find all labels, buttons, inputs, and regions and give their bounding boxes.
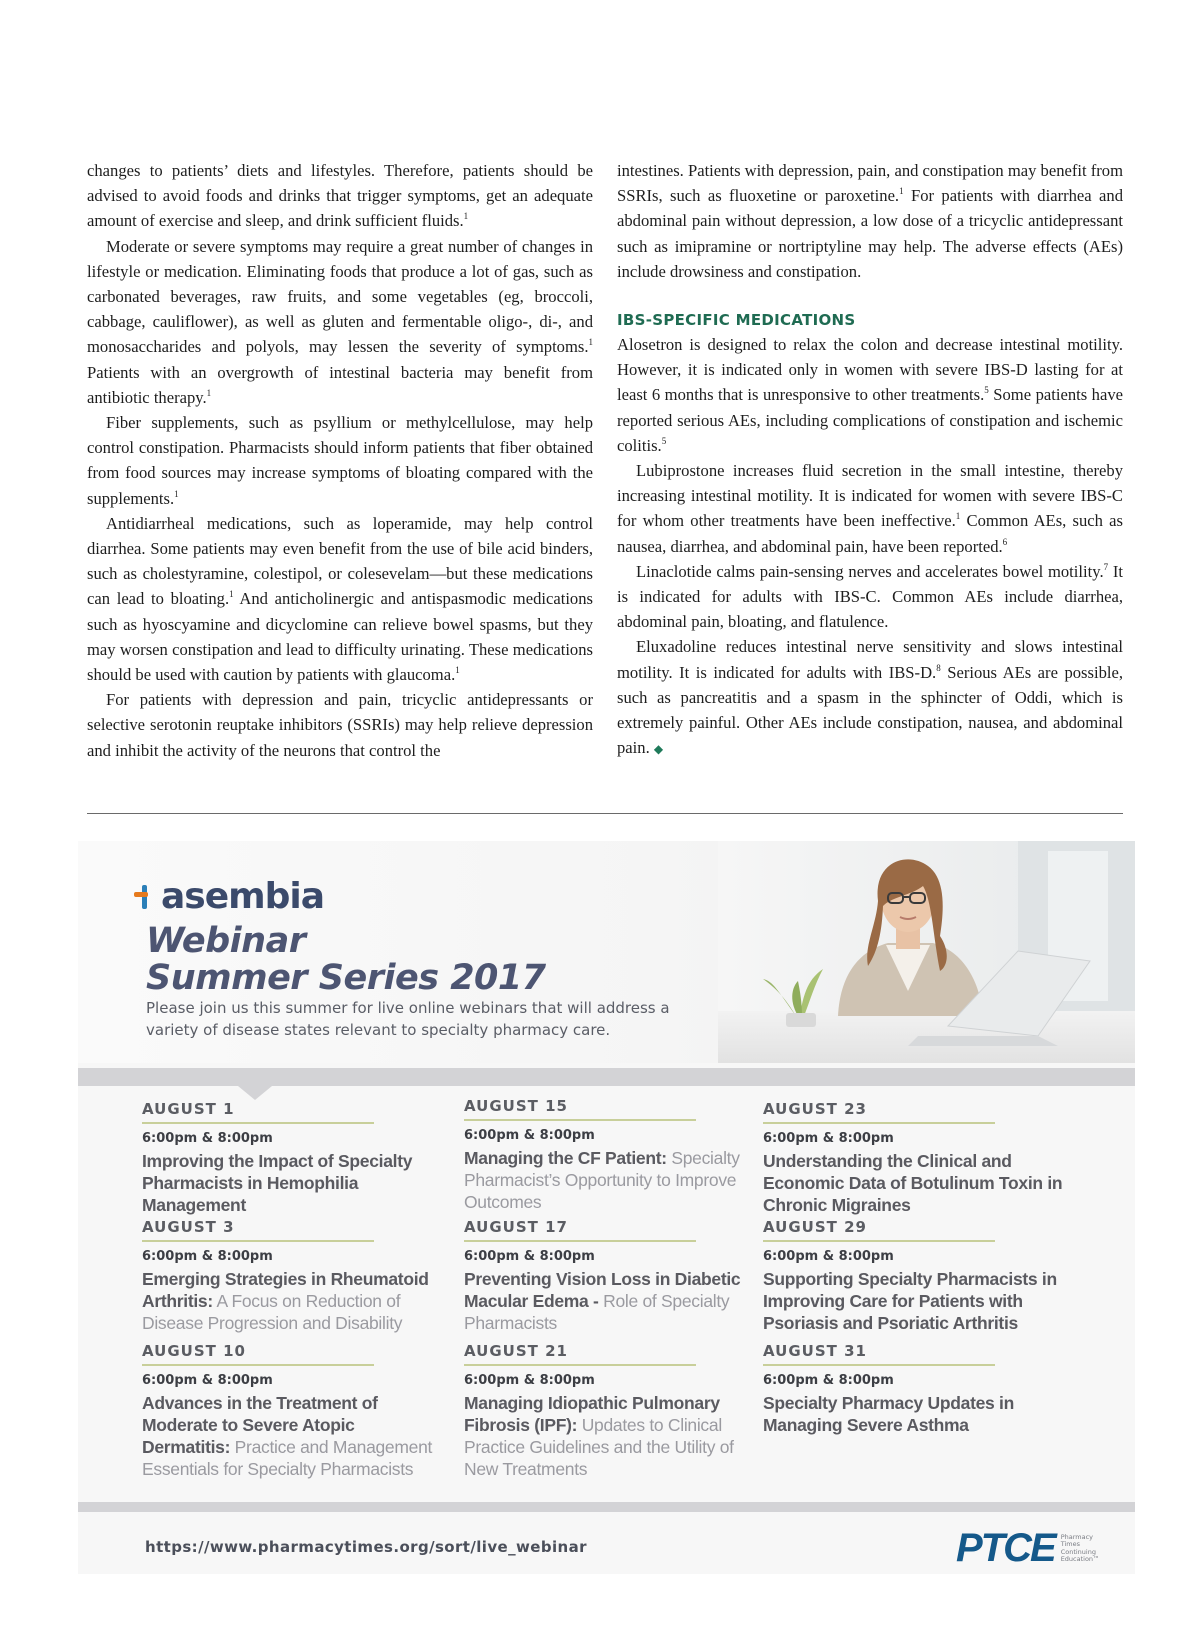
- paragraph: Alosetron is designed to relax the colon and decrease intestinal motility. However, it is indicated only in women with severe IBS-D lasting for at least 6 months that is unresponsive to other treatments.$^5$ Some patients have reported serious AEs, including complications of constipation and ischemic colitis.$^5$: [617, 335, 1123, 455]
- event-item[interactable]: [464, 1096, 764, 1213]
- event-time: 6:00pm & 8:00pm: [763, 1131, 894, 1146]
- event-item[interactable]: [763, 1099, 1063, 1216]
- ad-subtitle: Please join us this summer for live online webinars that will address a variety of disease states relevant to specialty pharmacy care.: [146, 999, 670, 1039]
- event-time: 6:00pm & 8:00pm: [763, 1249, 894, 1264]
- event-title: Improving the Impact of Specialty Pharmacists in Hemophilia Management: [142, 1151, 413, 1215]
- ad-title: Webinar Summer Series 2017: [146, 921, 546, 998]
- band-notch: [238, 1086, 272, 1100]
- webinar-advertisement[interactable]: [78, 841, 1135, 1574]
- event-list: [78, 1099, 1135, 1499]
- date-rule: [142, 1240, 374, 1242]
- event-time: 6:00pm & 8:00pm: [142, 1373, 273, 1388]
- event-date: AUGUST 31: [763, 1342, 867, 1360]
- event-title: Specialty Pharmacy Updates in Managing Severe Asthma: [763, 1393, 1014, 1435]
- event-title: Advances in the Treatment of Moderate to Severe Atopic Dermatitis: Practice and Management Essentials for Specialty Pharmacists: [142, 1393, 433, 1479]
- event-time: 6:00pm & 8:00pm: [464, 1373, 595, 1388]
- event-item[interactable]: [763, 1341, 1063, 1436]
- paragraph: intestines. Patients with depression, pain, and constipation may benefit from SSRIs, such as fluoxetine or paroxetine.$^1$ For patients with diarrhea and abdominal pain without depression, a low dose of a tricyclic antidepressant such as imipramine or nortriptyline may help. The adverse effects (AEs) include drowsiness and constipation.: [617, 161, 1124, 281]
- event-time: 6:00pm & 8:00pm: [464, 1249, 595, 1264]
- ptce-logo: PTCE Pharmacy Times Continuing Education™: [956, 1526, 1111, 1571]
- event-time: 6:00pm & 8:00pm: [464, 1128, 595, 1143]
- event-time: 6:00pm & 8:00pm: [763, 1373, 894, 1388]
- section-heading: IBS-SPECIFIC MEDICATIONS: [617, 311, 856, 330]
- article-column-right: [617, 158, 1123, 794]
- event-date: AUGUST 17: [464, 1218, 568, 1236]
- event-item[interactable]: [142, 1099, 442, 1216]
- event-item[interactable]: [464, 1341, 764, 1480]
- event-date: AUGUST 15: [464, 1097, 568, 1115]
- event-date: AUGUST 1: [142, 1100, 235, 1118]
- ad-band: [78, 1068, 1135, 1086]
- event-date: AUGUST 3: [142, 1218, 235, 1236]
- paragraph: Fiber supplements, such as psyllium or methylcellulose, may help control constipation. Pharmacists should inform patients that fiber obtained from food sources may increase symptoms of bloating compared with the supplements.$^1$: [87, 413, 593, 508]
- ad-hero: [78, 841, 1135, 1063]
- event-time: 6:00pm & 8:00pm: [142, 1131, 273, 1146]
- asembia-cross-icon: [133, 883, 157, 911]
- article-body: [87, 158, 1123, 794]
- event-date: AUGUST 23: [763, 1100, 867, 1118]
- date-rule: [464, 1240, 696, 1242]
- event-date: AUGUST 29: [763, 1218, 867, 1236]
- event-date: AUGUST 21: [464, 1342, 568, 1360]
- event-title: Managing the CF Patient: Specialty Pharmacist’s Opportunity to Improve Outcomes: [464, 1148, 740, 1212]
- paragraph: Linaclotide calms pain-sensing nerves and accelerates bowel motility.$^7$ It is indicated for adults with IBS-C. Common AEs include diarrhea, abdominal pain, bloating, and flatulence.: [617, 561, 1123, 632]
- event-title: Supporting Specialty Pharmacists in Improving Care for Patients with Psoriasis and Psoriatic Arthritis: [763, 1269, 1057, 1333]
- hero-photo: [718, 841, 1135, 1063]
- webinar-link[interactable]: https://www.pharmacytimes.org/sort/live_webinar: [145, 1538, 587, 1556]
- event-time: 6:00pm & 8:00pm: [142, 1249, 273, 1264]
- date-rule: [763, 1122, 995, 1124]
- ad-footer-band: [78, 1502, 1135, 1512]
- event-title: Preventing Vision Loss in Diabetic Macular Edema - Role of Specialty Pharmacists: [464, 1269, 741, 1333]
- paragraph: Antidiarrheal medications, such as loperamide, may help control diarrhea. Some patients may even benefit from the use of bile acid binders, such as cholestyramine, colestipol, or colesevelam—but these medications can lead to bloating.$^1$ And anticholinergic and antispasmodic medications such as hyoscyamine and dicyclomine can relieve bowel spasms, but they may worsen constipation and lead to difficulty urinating. These medications should be used with caution by patients with glaucoma.$^1$: [87, 513, 593, 685]
- paragraph: changes to patients’ diets and lifestyles. Therefore, patients should be advised to avoid foods and drinks that trigger symptoms, get an adequate amount of exercise and sleep, and drink sufficient fluids.$^1$: [87, 161, 593, 231]
- paragraph: Eluxadoline reduces intestinal nerve sensitivity and slows intestinal motility. It is indicated for adults with IBS-D.$^8$ Serious AEs are possible, such as pancreatitis and a spasm in the sphincter of Oddi, which is extremely painful. Other AEs include constipation, nausea, and abdominal pain. ◆: [617, 637, 1123, 758]
- date-rule: [763, 1364, 995, 1366]
- article-column-left: [87, 158, 593, 794]
- divider: [87, 813, 1123, 814]
- event-title: Managing Idiopathic Pulmonary Fibrosis (IPF): Updates to Clinical Practice Guidelines and the Utility of New Treatments: [464, 1393, 734, 1479]
- date-rule: [142, 1364, 374, 1366]
- date-rule: [464, 1119, 696, 1121]
- event-item[interactable]: [142, 1217, 442, 1334]
- asembia-logo: asembia: [133, 876, 324, 917]
- event-item[interactable]: [763, 1217, 1063, 1334]
- event-title: Understanding the Clinical and Economic Data of Botulinum Toxin in Chronic Migraines: [763, 1151, 1063, 1215]
- event-title: Emerging Strategies in Rheumatoid Arthritis: A Focus on Reduction of Disease Progression and Disability: [142, 1269, 429, 1333]
- event-item[interactable]: [464, 1217, 764, 1334]
- event-item[interactable]: [142, 1341, 442, 1480]
- ptce-tagline: Pharmacy Times Continuing Education™: [1060, 1532, 1100, 1563]
- event-date: AUGUST 10: [142, 1342, 246, 1360]
- paragraph: Moderate or severe symptoms may require a great number of changes in lifestyle or medication. Eliminating foods that produce a lot of gas, such as carbonated beverages, raw fruits, and some vegetables (eg, broccoli, cabbage, cauliflower), as well as gluten and fermentable oligo-, di-, and monosaccharides and polyols, may lessen the severity of symptoms.$^1$ Patients with an overgrowth of intestinal bacteria may benefit from antibiotic therapy.$^1$: [87, 236, 593, 407]
- end-mark: ◆: [653, 742, 664, 757]
- paragraph: Lubiprostone increases fluid secretion in the small intestine, thereby increasing intestinal motility. It is indicated for women with severe IBS-C for whom other treatments have been ineffective.$^1$ Common AEs, such as nausea, diarrhea, and abdominal pain, have been reported.$^6$: [617, 461, 1123, 556]
- date-rule: [763, 1240, 995, 1242]
- paragraph: For patients with depression and pain, tricyclic antidepressants or selective serotonin reuptake inhibitors (SSRIs) may help relieve depression and inhibit the activity of the neurons that control the: [87, 690, 593, 760]
- date-rule: [142, 1122, 374, 1124]
- date-rule: [464, 1364, 696, 1366]
